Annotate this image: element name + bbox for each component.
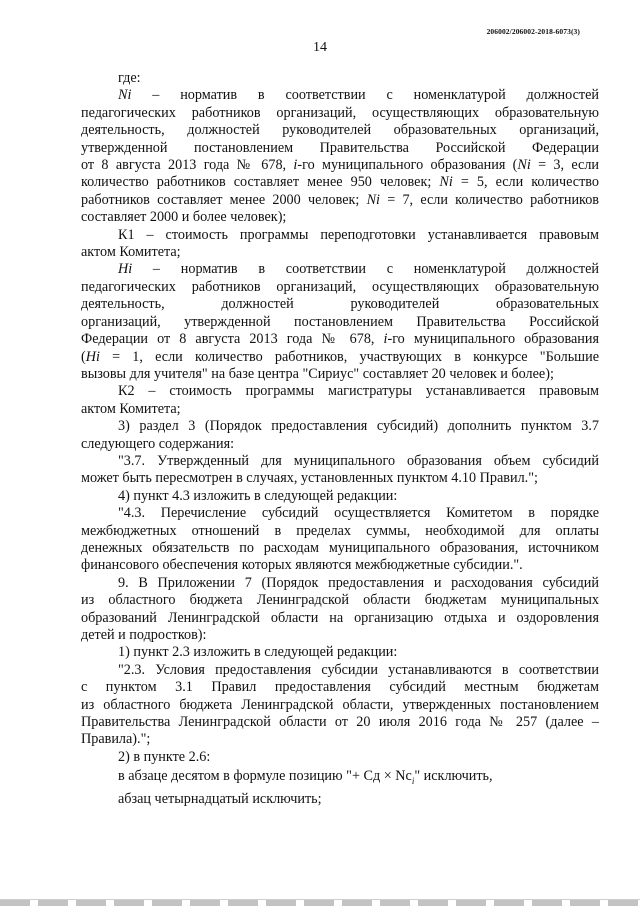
text-line: деятельность, должностей руководителей образовательных (81, 296, 599, 313)
text-line: утвержденной постановлением Правительства Российской Федерации (81, 139, 599, 156)
text-line: составляет 2000 и более человек); (81, 209, 287, 226)
text-line: денежных обязательств по расходам муниципального образования, источником (81, 539, 599, 556)
text-line: К1 – стоимость программы переподготовки устанавливается правовым (118, 226, 599, 243)
text-line: "4.3. Перечисление субсидий осуществляется Комитетом в порядке (118, 505, 599, 522)
text-line: деятельность, должностей руководителей образовательных организаций, (81, 122, 599, 139)
text-line: из областного бюджета Ленинградской области, утвержденных постановлением (81, 696, 599, 713)
text-line: абзац четырнадцатый исключить; (118, 791, 322, 808)
text-line: Федерации от 8 августа 2013 года № 678, i-го муниципального образования (81, 331, 599, 348)
text-line: педагогических работников организаций, осуществляющих образовательную (81, 104, 599, 121)
text-line: 1) пункт 2.3 изложить в следующей редакции: (118, 644, 398, 661)
text-line: Правительства Ленинградской области от 20 июля 2016 года № 257 (далее – (81, 714, 599, 731)
text-line: вызовы для учителя" на базе центра "Сириус" составляет 20 человек и более); (81, 365, 554, 382)
text-line: количество работников составляет менее 950 человек; Ni = 5, если количество (81, 174, 599, 191)
text-line: образований Ленинградской области на организацию отдыха и оздоровления (81, 609, 599, 626)
text-line: из областного бюджета Ленинградской области бюджетам муниципальных (81, 592, 599, 609)
formula-text-end: " исключить, (414, 767, 493, 784)
text-line: педагогических работников организаций, осуществляющих образовательную (81, 278, 599, 295)
text-line: (Hi = 1, если количество работников, участвующих в конкурсе "Большие (81, 348, 599, 365)
text-line: актом Комитета; (81, 244, 181, 261)
text-line: межбюджетных отношений в пределах суммы, необходимой для оплаты (81, 522, 599, 539)
text-line: работников составляет менее 2000 человек; Ni = 7, если количество работников (81, 191, 599, 208)
formula-line (81, 768, 599, 790)
text-line: с пунктом 3.1 Правил предоставления субсидий местным бюджетам (81, 679, 599, 696)
text-line: может быть пересмотрен в случаях, установленных пунктом 4.10 Правил."; (81, 470, 538, 487)
document-id: 206002/206002-2018-6073(3) (486, 27, 580, 36)
text-line: где: (118, 70, 141, 86)
document-body (81, 70, 599, 809)
text-line: детей и подростков): (81, 627, 207, 643)
text-line: Ni – норматив в соответствии с номенклатурой должностей (118, 87, 599, 104)
text-line: 4) пункт 4.3 изложить в следующей редакции: (118, 487, 398, 504)
page-number: 14 (313, 40, 327, 55)
text-line: Правила)."; (81, 731, 151, 748)
text-line: организаций, утвержденной постановлением Правительства Российской (81, 313, 599, 330)
text-line: 2) в пункте 2.6: (118, 748, 211, 765)
text-line: актом Комитета; (81, 400, 181, 417)
text-line: следующего содержания: (81, 435, 235, 452)
text-line: "2.3. Условия предоставления субсидии устанавливаются в соответствии (118, 661, 599, 678)
text-line: 3) раздел 3 (Порядок предоставления субсидий) дополнить пунктом 3.7 (118, 418, 599, 435)
formula-text: в абзаце десятом в формуле позицию "+ Сд × Nc (118, 767, 412, 784)
text-line: 9. В Приложении 7 (Порядок предоставления и расходования субсидий (118, 574, 599, 591)
text-line: Hi – норматив в соответствии с номенклатурой должностей (118, 261, 599, 278)
text-line: "3.7. Утвержденный для муниципального образования объем субсидий (118, 452, 599, 469)
text-line: от 8 августа 2013 года № 678, i-го муниципального образования (Ni = 3, если (81, 157, 600, 174)
formula-subscript: i (411, 775, 415, 786)
text-line: К2 – стоимость программы магистратуры устанавливается правовым (118, 383, 599, 400)
text-line: финансового обеспечения которых являются межбюджетные субсидии.". (81, 557, 523, 574)
